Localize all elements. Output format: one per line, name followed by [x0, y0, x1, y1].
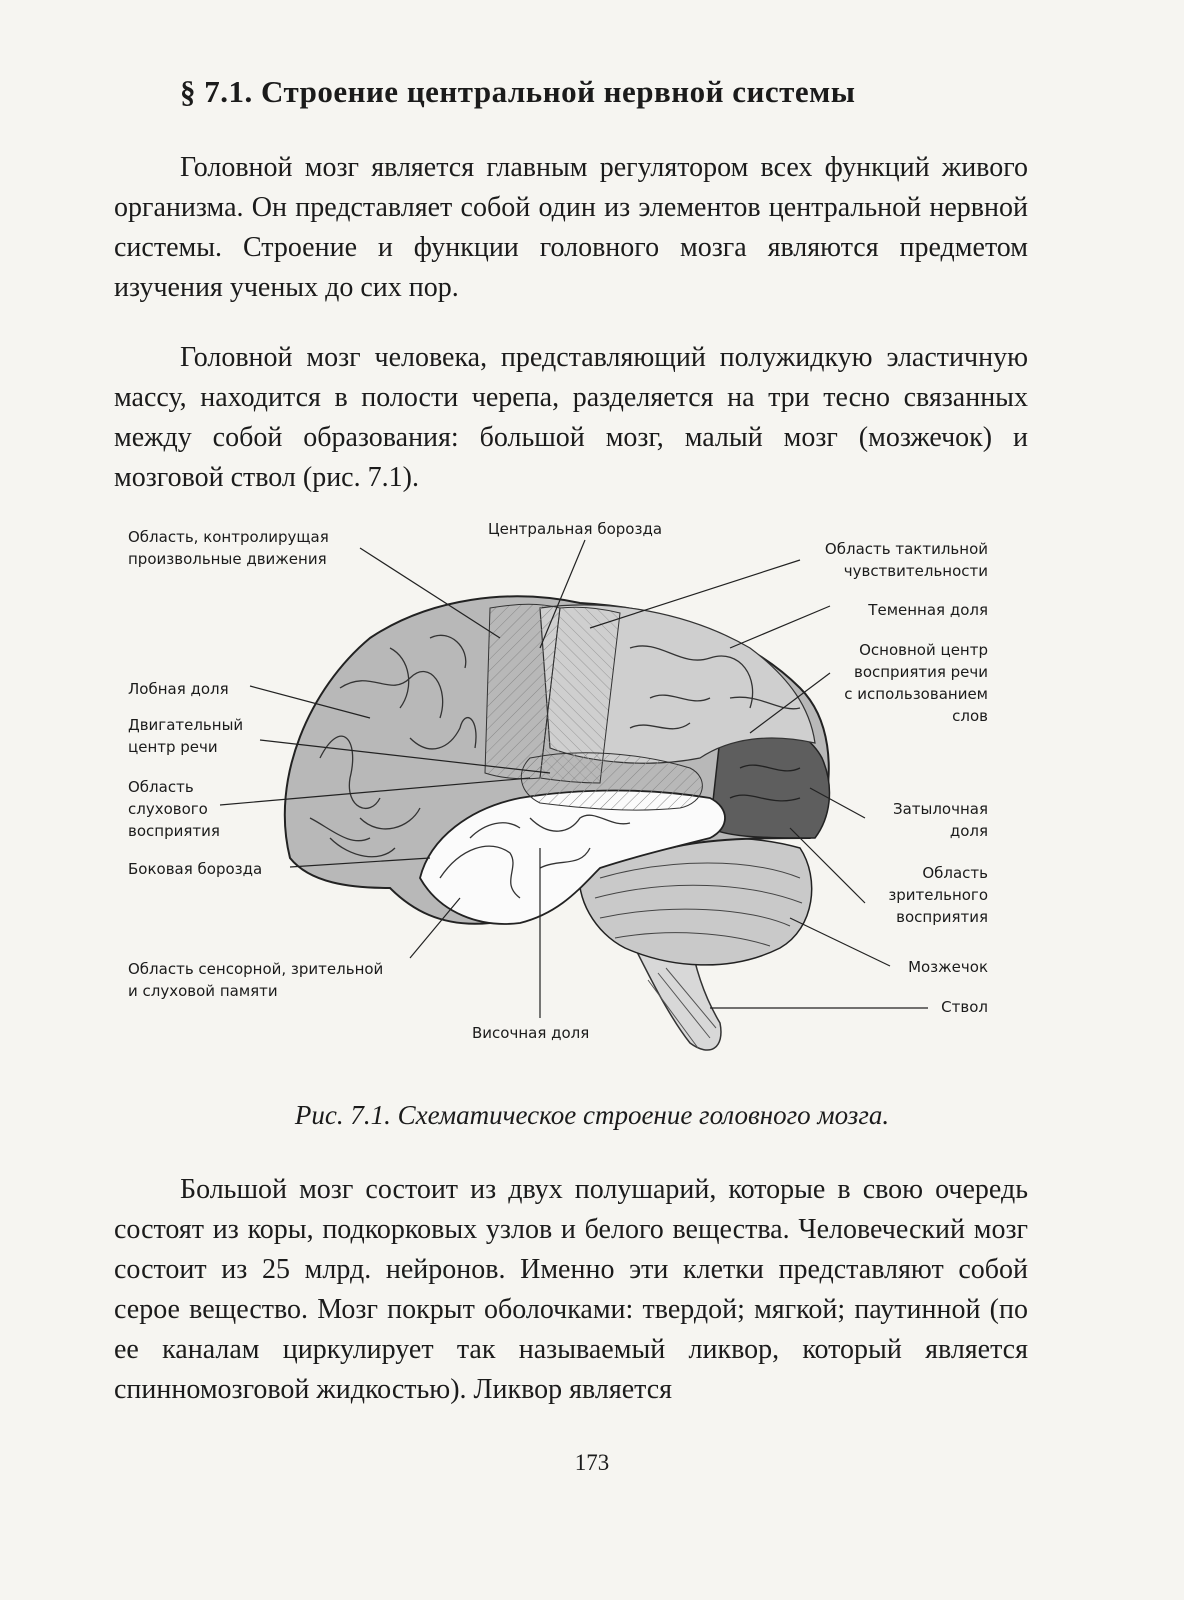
paragraph-1: Головной мозг является главным регулятором всех функций живого организма. Он представляет собой один из элементов центральной нервной системы. Строение и функции головного мозга являются предметом изучения ученых до сих пор. — [114, 152, 1028, 303]
label-memory-area: Область сенсорной, зрительной и слуховой памяти — [128, 960, 384, 1000]
label-lateral-sulcus: Боковая борозда — [128, 860, 263, 878]
label-speech-center: Основной центр восприятия речи с использованием слов — [844, 641, 988, 725]
section-heading: § 7.1. Строение центральной нервной системы — [180, 74, 856, 109]
label-temporal-lobe: Височная доля — [472, 1024, 590, 1042]
label-motor-speech: Двигательный центр речи — [128, 716, 244, 756]
label-motor-area: Область, контролирущая произвольные движения — [128, 528, 329, 568]
paragraph-3: Большой мозг состоит из двух полушарий, которые в свою очередь состоят из коры, подкорковых узлов и белого вещества. Человеческий мозг состоит из 25 млрд. нейронов. Именно эти клетки представляют собой серое вещество. Мозг покрыт оболочками: твердой; мягкой; паутинной (по ее каналам циркулирует так называемый ликвор, который является спинномозговой жидкостью). Ликвор является — [114, 1174, 1028, 1405]
label-parietal-lobe: Теменная доля — [868, 601, 988, 619]
page-number: 173 — [574, 1450, 610, 1475]
label-stem: Ствол — [941, 998, 988, 1016]
label-frontal-lobe: Лобная доля — [128, 680, 229, 698]
occipital-lobe-shape — [710, 729, 829, 838]
label-occipital-lobe: Затылочная доля — [892, 800, 988, 840]
paragraph-2: Головной мозг человека, представляющий полужидкую эластичную массу, находится в полости черепа, разделяется на три тесно связанных между собой образования: большой мозг, малый мозг (мозжечок) и мозговой ствол (рис. 7.1). — [114, 342, 1028, 493]
label-visual-area: Область зрительного восприятия — [888, 864, 988, 926]
label-central-sulcus: Центральная борозда — [488, 520, 663, 538]
brain-figure — [110, 518, 1010, 1078]
label-cerebellum: Мозжечок — [908, 958, 988, 976]
figure-caption: Рис. 7.1. Схематическое строение головного мозга. — [294, 1100, 890, 1130]
label-auditory-area: Область слухового восприятия — [128, 778, 220, 840]
label-tactile-area: Область тактильной чувствительности — [824, 540, 988, 580]
